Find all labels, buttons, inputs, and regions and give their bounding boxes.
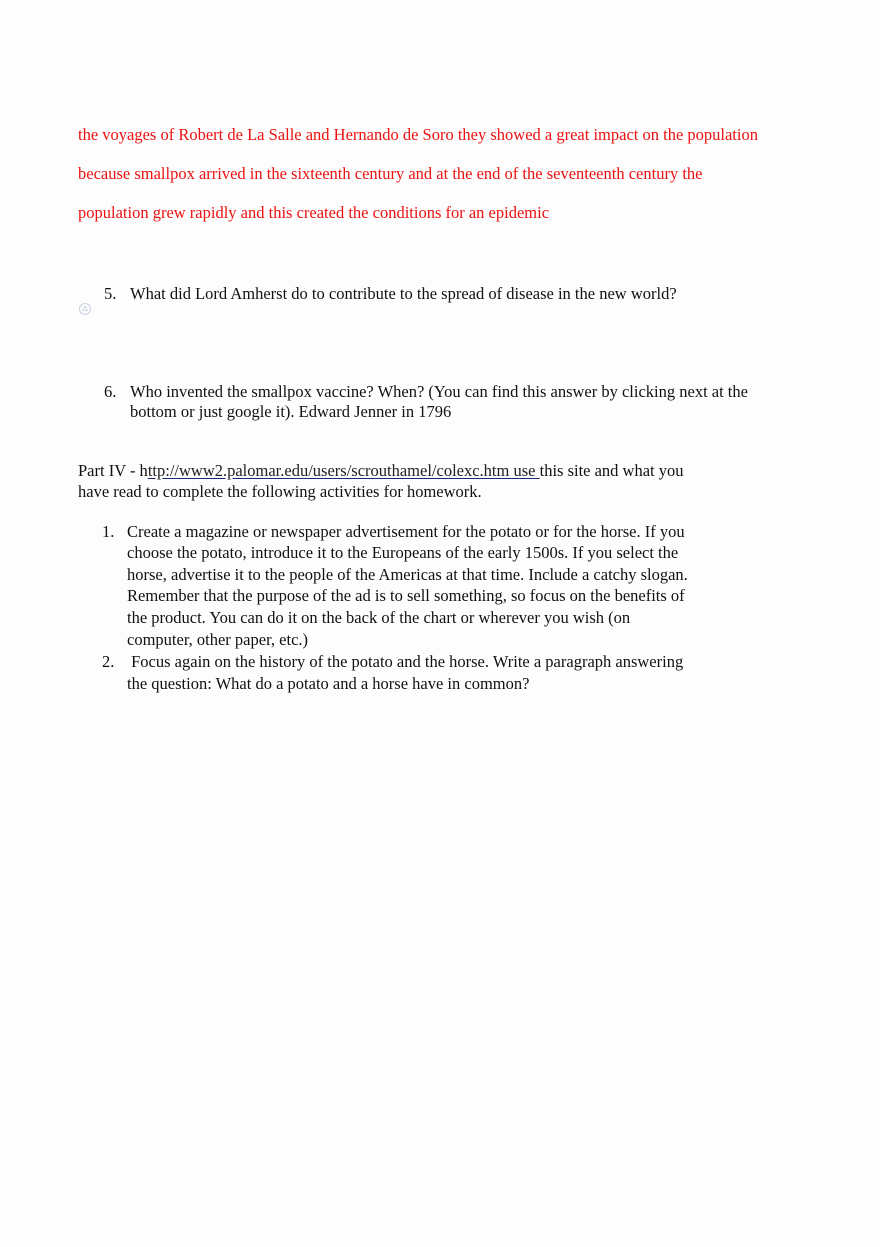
- question-5-number: 5.: [104, 284, 117, 303]
- part-4-prefix: Part IV - h: [78, 461, 148, 480]
- anchor-marker-icon: [78, 302, 92, 316]
- answer-line-2: because smallpox arrived in the sixteenth century and at the end of the seventeenth century the: [78, 164, 703, 183]
- palomar-link[interactable]: ttp://www2.palomar.edu/users/scrouthamel/colexc.htm use: [147, 461, 540, 480]
- part-4-line-2: have read to complete the following activities for homework.: [78, 482, 482, 501]
- activity-1-line: choose the potato, introduce it to the Europeans of the early 1500s. If you select the: [127, 543, 679, 562]
- question-6-line-2: bottom or just google it). Edward Jenner in 1796: [130, 402, 452, 421]
- answer-line-1: the voyages of Robert de La Salle and Hernando de Soro they showed a great impact on the population: [78, 125, 758, 144]
- question-6-line-1: Who invented the smallpox vaccine? When? (You can find this answer by clicking next at the: [130, 382, 748, 401]
- part-4-suffix: this site and what you: [539, 461, 684, 480]
- activity-1-line: Remember that the purpose of the ad is to sell something, so focus on the benefits of: [127, 586, 685, 605]
- activity-1-line: computer, other paper, etc.): [127, 630, 309, 649]
- activity-2-line: the question: What do a potato and a horse have in common?: [127, 674, 530, 693]
- activity-2-number: 2.: [102, 652, 115, 671]
- question-5-text: What did Lord Amherst do to contribute to the spread of disease in the new world?: [130, 284, 677, 303]
- question-6-number: 6.: [104, 382, 117, 401]
- activity-1-line: Create a magazine or newspaper advertisement for the potato or for the horse. If you: [127, 522, 685, 541]
- activity-1-line: horse, advertise it to the people of the Americas at that time. Include a catchy slogan.: [127, 565, 688, 584]
- part-4-intro: [78, 460, 684, 481]
- activity-1-line: the product. You can do it on the back of the chart or wherever you wish (on: [127, 608, 631, 627]
- activity-1-number: 1.: [102, 522, 115, 541]
- answer-line-3: population grew rapidly and this created the conditions for an epidemic: [78, 203, 550, 222]
- activity-2-line: Focus again on the history of the potato and the horse. Write a paragraph answering: [127, 652, 684, 671]
